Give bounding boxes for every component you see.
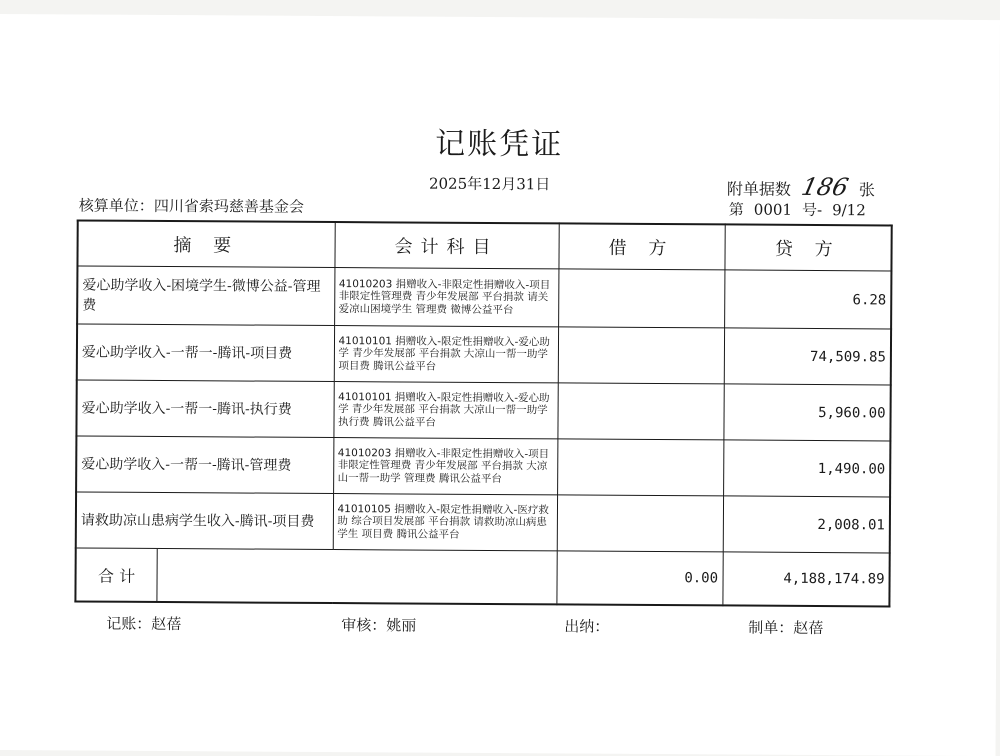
preparer-name: 赵蓓 (793, 619, 823, 637)
footer-bookkeeper (106, 613, 181, 634)
table-row (77, 266, 891, 329)
number-prefix: 第 (729, 200, 744, 218)
row-debit (557, 495, 723, 552)
footer-cashier (564, 615, 609, 636)
voucher-number (729, 198, 876, 220)
row-account: 41010203 捐赠收入-非限定性捐赠收入-项目非限定性管理费 青少年发展部 平台捐款 大凉山一帮一助学 管理费 腾讯公益平台 (333, 438, 557, 495)
attachment-count: 186 (794, 173, 856, 201)
row-credit: 2,008.01 (723, 496, 890, 553)
total-credit: 4,188,174.89 (722, 552, 889, 607)
reviewer-name: 姚丽 (386, 616, 416, 634)
header-debit: 借 方 (558, 223, 724, 270)
row-summary: 爱心助学收入-一帮一-腾讯-管理费 (76, 436, 333, 494)
total-debit: 0.00 (556, 551, 722, 606)
page-indicator: 9/12 (832, 201, 866, 219)
attachment-count-line (727, 172, 875, 201)
table-row (77, 324, 891, 385)
row-debit (557, 383, 723, 440)
reviewer-label: 审核： (341, 616, 386, 634)
row-account: 41010101 捐赠收入-限定性捐赠收入-爱心助学 青少年发展部 平台捐款 大凉山一帮一助学 项目费 腾讯公益平台 (334, 326, 558, 383)
accounting-unit (79, 194, 304, 216)
row-credit: 1,490.00 (723, 440, 890, 497)
row-credit: 5,960.00 (723, 384, 890, 441)
row-debit (558, 327, 724, 384)
header-summary: 摘 要 (77, 220, 334, 267)
row-summary: 爱心助学收入-一帮一-腾讯-执行费 (76, 380, 333, 438)
cashier-label: 出纳： (564, 617, 609, 635)
row-summary: 请救助凉山患病学生收入-腾讯-项目费 (76, 492, 333, 550)
total-row (75, 548, 889, 606)
row-debit (558, 269, 724, 328)
number-value: 0001 (754, 201, 792, 219)
voucher-title: 记账凭证 (0, 116, 999, 166)
total-label: 合 计 (76, 548, 157, 600)
row-credit: 74,509.85 (724, 328, 891, 385)
row-debit (557, 439, 723, 496)
row-account: 41010105 捐赠收入-限定性捐赠收入-医疗救助 综合项目发展部 平台捐款 请救助凉山病患学生 项目费 腾讯公益平台 (333, 494, 557, 551)
total-blank (157, 549, 556, 603)
attachment-label: 附单据数 (727, 179, 791, 198)
voucher-table (74, 219, 892, 607)
table-row (76, 436, 890, 497)
unit-name: 四川省索玛慈善基金会 (154, 197, 304, 216)
table-header-row (77, 220, 891, 270)
row-credit: 6.28 (724, 270, 891, 329)
number-suffix: 号- (802, 201, 822, 219)
header-account: 会计科目 (334, 222, 558, 269)
voucher-date: 2025年12月31日 (429, 173, 550, 195)
header-credit: 贷 方 (724, 224, 891, 271)
footer-reviewer (341, 614, 416, 635)
voucher-sheet (0, 14, 1000, 756)
bookkeeper-label: 记账： (106, 615, 151, 633)
row-summary: 爱心助学收入-困境学生-微博公益-管理费 (77, 266, 334, 326)
unit-label: 核算单位： (79, 196, 154, 214)
bookkeeper-name: 赵蓓 (151, 615, 181, 633)
row-summary: 爱心助学收入-一帮一-腾讯-项目费 (77, 324, 334, 382)
total-label-cell (75, 548, 556, 604)
row-account: 41010101 捐赠收入-限定性捐赠收入-爱心助学 青少年发展部 平台捐款 大凉山一帮一助学 执行费 腾讯公益平台 (333, 382, 557, 439)
attachment-unit: 张 (859, 180, 875, 199)
row-account: 41010203 捐赠收入-非限定性捐赠收入-项目非限定性管理费 青少年发展部 平台捐款 请关爱凉山困境学生 管理费 微博公益平台 (334, 268, 558, 327)
footer-preparer (748, 617, 823, 638)
table-row (76, 492, 890, 553)
table-row (76, 380, 890, 441)
preparer-label: 制单： (748, 619, 793, 637)
